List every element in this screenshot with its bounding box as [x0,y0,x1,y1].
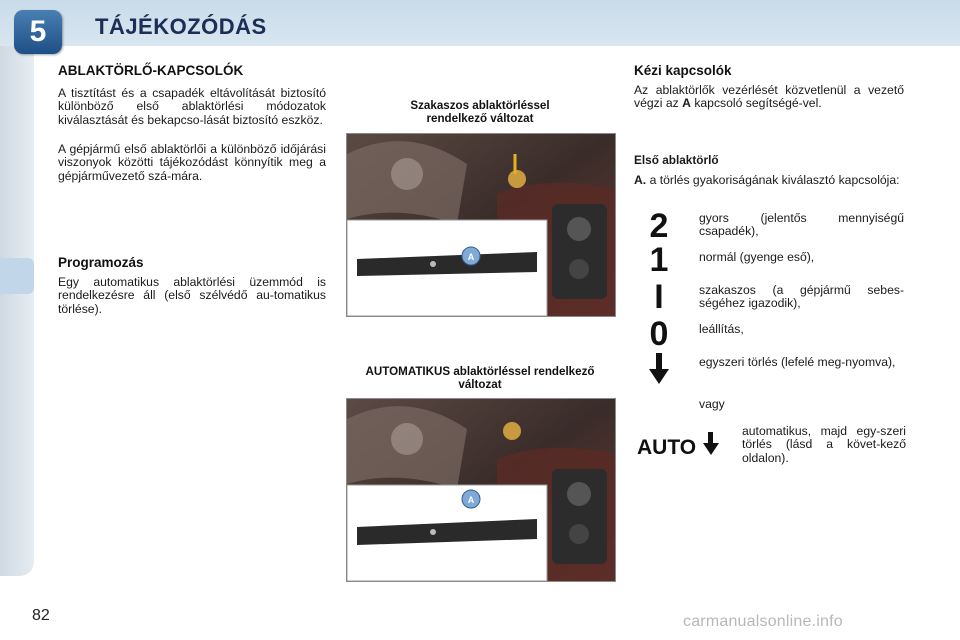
svg-text:0: 0 [649,317,669,347]
position-intermittent-text: szakaszos (a gépjármű sebes-ségéhez igazodik), [699,283,904,311]
intro-text-a: Az ablaktörlők vezérlését közvetlenül a vezető végzi az [634,83,904,111]
symbol-0-icon [647,317,671,347]
callout-a-label-auto: A [467,495,475,505]
position-auto-text: automatikus, majd egy-szeri törlés (lásd a követ-kező oldalon). [742,424,906,465]
caption-intermittent-version: Szakaszos ablaktörléssel rendelkező változat [410,99,550,125]
svg-text:I: I [654,280,664,310]
programming-title: Programozás [58,255,144,270]
intro-paragraph: A tisztítást és a csapadék eltávolítását biztosító különböző első ablaktörlési módozatok kiválasztását és bekapcso-lását biztosító eszköz. [58,86,326,127]
item-a-text: a törlés gyakoriságának kiválasztó kapcsolója: [649,173,900,187]
intro-key-a: A [682,96,691,111]
svg-text:AUTO: AUTO [637,436,697,459]
programming-text: Egy automatikus ablaktörlési üzemmód is rendelkezésre áll (első szélvédő au-tomatikus törlése). [58,275,326,316]
front-wiper-subtitle: Első ablaktörlő [634,153,719,167]
down-arrow-icon [648,353,670,385]
section-title: ABLAKTÖRLŐ-KAPCSOLÓK [58,63,244,78]
position-stop-text: leállítás, [699,322,744,336]
intro-text-b: kapcsoló segítségé-vel. [694,96,822,111]
page-number: 82 [32,607,50,624]
item-a [634,174,906,187]
symbol-intermittent-icon [647,280,671,310]
position-normal-text: normál (gyenge eső), [699,250,815,264]
photo-automatic-stalk [346,398,616,582]
wiper-stalk-auto-illustration [347,399,615,581]
wiper-stalk-illustration [347,134,615,316]
page-title: TÁJÉKOZÓDÁS [95,14,267,39]
description-paragraph: A gépjármű első ablaktörlői a különböző időjárási viszonyok közötti tájékozódást könnyítik meg a gépjárművezető szá-mára. [58,142,326,183]
or-text: vagy [699,397,725,411]
photo-intermittent-stalk [346,133,616,317]
position-single-wipe-text: egyszeri törlés (lefelé meg-nyomva), [699,355,896,369]
symbol-2-icon [647,210,671,240]
position-fast-text: gyors (jelentős mennyiségű csapadék), [699,211,904,239]
manual-controls-title: Kézi kapcsolók [634,63,732,78]
chapter-tab-marker [0,258,34,294]
svg-text:2: 2 [649,210,669,240]
callout-a-label: A [467,252,475,262]
symbol-1-icon [647,243,671,273]
auto-symbol-icon [637,429,723,459]
svg-text:1: 1 [649,243,669,273]
chapter-number-badge: 5 [14,10,62,54]
caption-automatic-version: AUTOMATIKUS ablaktörléssel rendelkező változat [365,365,595,391]
item-a-label: A. [634,173,647,187]
left-margin-strip [0,46,34,576]
watermark: carmanualsonline.info [683,613,843,630]
manual-controls-intro [634,84,904,111]
